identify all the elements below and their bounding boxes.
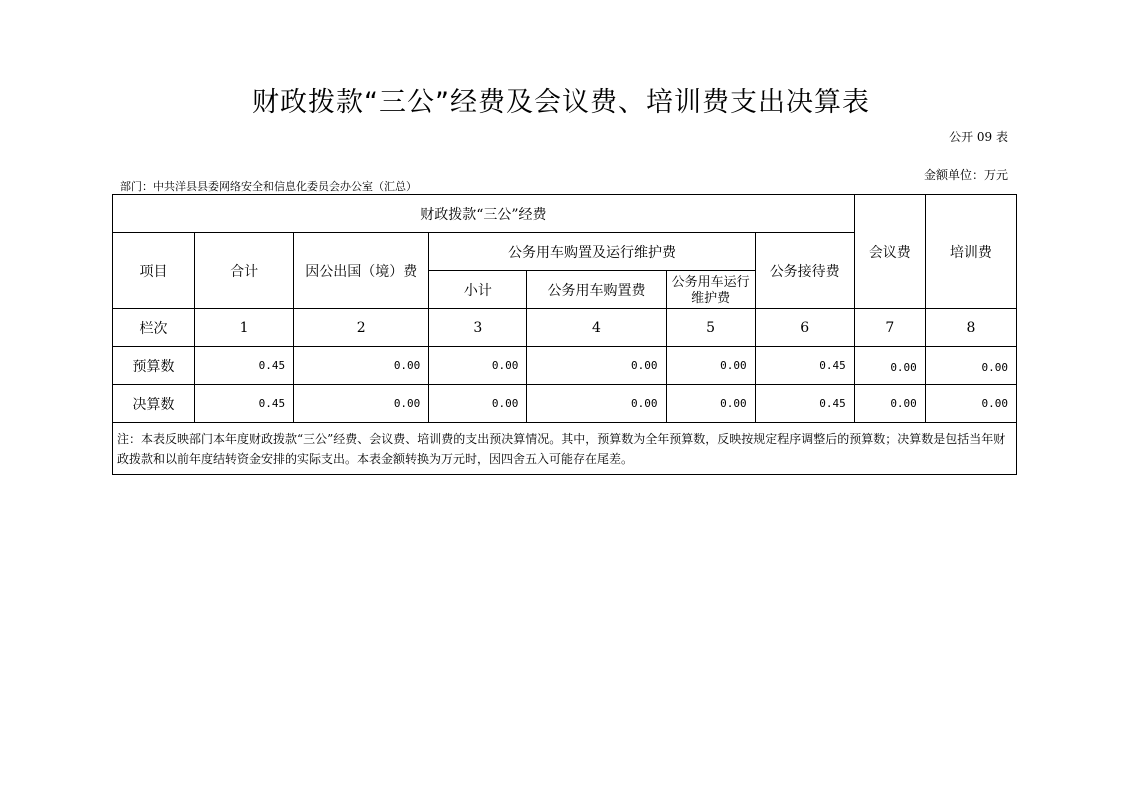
column-index: 4 [527, 309, 666, 347]
cell-value: 0.00 [925, 347, 1016, 385]
cell-value: 0.00 [854, 347, 925, 385]
column-index: 8 [925, 309, 1016, 347]
cell-value: 0.00 [429, 385, 527, 423]
cell-value: 0.00 [854, 385, 925, 423]
cell-value: 0.00 [666, 347, 755, 385]
cell-value: 0.00 [666, 385, 755, 423]
cell-value: 0.00 [527, 347, 666, 385]
header-car-group: 公务用车购置及运行维护费 [429, 233, 755, 271]
header-three-public-group: 财政拨款“三公”经费 [113, 195, 855, 233]
row-label-budget: 预算数 [113, 347, 195, 385]
cell-value: 0.00 [294, 347, 429, 385]
header-car-purchase: 公务用车购置费 [527, 271, 666, 309]
column-index: 5 [666, 309, 755, 347]
cell-value: 0.45 [755, 385, 854, 423]
header-car-operation: 公务用车运行维护费 [666, 271, 755, 309]
cell-value: 0.00 [925, 385, 1016, 423]
header-reception-fee: 公务接待费 [755, 233, 854, 309]
expenditure-table [112, 194, 1017, 475]
page-title: 财政拨款“三公”经费及会议费、培训费支出决算表 [252, 87, 870, 118]
header-meeting-fee: 会议费 [854, 195, 925, 309]
cell-value: 0.45 [195, 385, 294, 423]
table-row-final [113, 385, 1017, 423]
table-row-budget [113, 347, 1017, 385]
row-label-final: 决算数 [113, 385, 195, 423]
cell-value: 0.00 [294, 385, 429, 423]
column-index-label: 栏次 [113, 309, 195, 347]
amount-unit: 金额单位：万元 [923, 168, 1008, 182]
column-index-row [113, 309, 1017, 347]
header-total: 合计 [195, 233, 294, 309]
cell-value: 0.00 [429, 347, 527, 385]
cell-value: 0.45 [195, 347, 294, 385]
column-index: 6 [755, 309, 854, 347]
column-index: 1 [195, 309, 294, 347]
column-index: 3 [429, 309, 527, 347]
header-abroad-fee: 因公出国（境）费 [294, 233, 429, 309]
header-subtotal: 小计 [429, 271, 527, 309]
column-index: 7 [854, 309, 925, 347]
cell-value: 0.00 [527, 385, 666, 423]
table-note: 注：本表反映部门本年度财政拨款“三公”经费、会议费、培训费的支出预决算情况。其中，预算数为全年预算数，反映按规定程序调整后的预算数；决算数是包括当年财政拨款和以前年度结转资金安排的实际支出。本表金额转换为万元时，因四舍五入可能存在尾差。 [113, 423, 1017, 475]
cell-value: 0.45 [755, 347, 854, 385]
form-number: 公开 09 表 [949, 130, 1008, 144]
header-item: 项目 [113, 233, 195, 309]
header-training-fee: 培训费 [925, 195, 1016, 309]
column-index: 2 [294, 309, 429, 347]
department-label: 部门：中共洋县县委网络安全和信息化委员会办公室（汇总） [120, 180, 417, 193]
